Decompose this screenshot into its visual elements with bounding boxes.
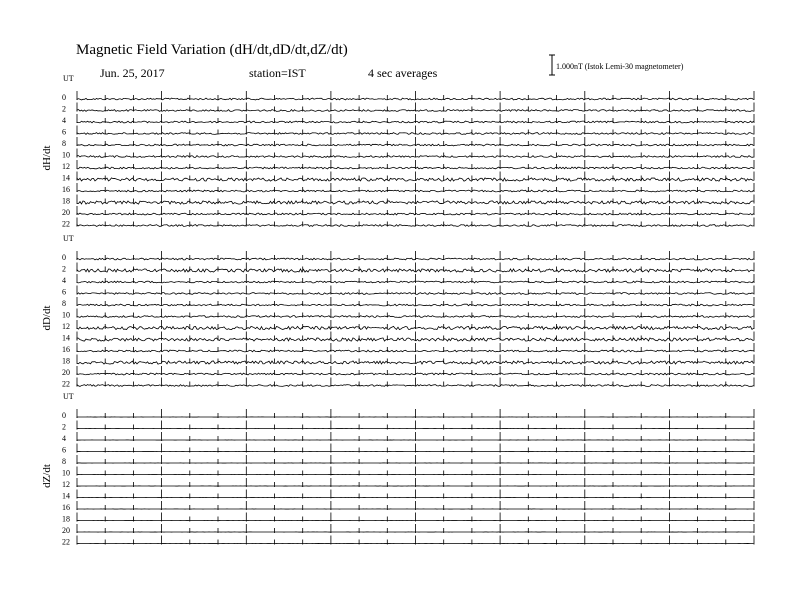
scale-bar [549, 55, 555, 75]
ut-row-label: 22 [62, 219, 70, 229]
averaging-label: 4 sec averages [368, 66, 438, 80]
ut-axis-label: UT [63, 392, 74, 401]
ut-row-label: 10 [62, 310, 70, 320]
ut-row-label: 18 [62, 514, 70, 524]
ut-row-label: 12 [62, 480, 70, 489]
ut-row-label: 20 [62, 208, 70, 217]
ut-row-label: 2 [62, 422, 66, 432]
ut-row-label: 22 [62, 379, 70, 389]
ut-row-label: 10 [62, 468, 70, 478]
ut-row-label: 22 [62, 537, 70, 547]
panels [41, 74, 754, 547]
ut-row-label: 14 [62, 173, 70, 183]
ut-axis-label: UT [63, 234, 74, 243]
ut-row-label: 0 [62, 411, 66, 420]
ut-axis-label: UT [63, 74, 74, 83]
ut-row-label: 18 [62, 196, 70, 206]
figure-title: Magnetic Field Variation (dH/dt,dD/dt,dZ/dt) [76, 42, 348, 58]
panel-ylabel: dD/dt [41, 305, 53, 331]
ut-row-label: 16 [62, 503, 70, 512]
ut-row-label: 4 [62, 434, 66, 443]
ut-row-label: 12 [62, 162, 70, 171]
ut-row-label: 4 [62, 276, 66, 285]
ut-row-label: 20 [62, 368, 70, 377]
panel-ylabel: dH/dt [41, 145, 53, 171]
ut-row-label: 0 [62, 253, 66, 262]
ut-row-label: 16 [62, 185, 70, 194]
panel-dD-dt [41, 234, 754, 389]
panel-ylabel: dZ/dt [41, 464, 53, 488]
ut-row-label: 0 [62, 93, 66, 102]
ut-row-label: 12 [62, 322, 70, 331]
panel-dH-dt [41, 74, 754, 229]
ut-row-label: 2 [62, 104, 66, 114]
ut-row-label: 6 [62, 127, 66, 137]
station-label: station=IST [249, 66, 306, 80]
ut-row-label: 6 [62, 445, 66, 455]
ut-row-label: 8 [62, 457, 66, 466]
date-label: Jun. 25, 2017 [100, 66, 165, 80]
panel-dZ-dt [41, 392, 754, 547]
ut-row-label: 18 [62, 356, 70, 366]
ut-row-label: 6 [62, 287, 66, 297]
scale-label: 1.000nT (Istok Lemi-30 magnetometer) [556, 62, 684, 71]
ut-row-label: 10 [62, 150, 70, 160]
ut-row-label: 14 [62, 333, 70, 343]
ut-row-label: 20 [62, 526, 70, 535]
ut-row-label: 8 [62, 139, 66, 148]
ut-row-label: 16 [62, 345, 70, 354]
ut-row-label: 14 [62, 491, 70, 501]
ut-row-label: 8 [62, 299, 66, 308]
row-ticks [77, 172, 754, 181]
ut-row-label: 4 [62, 116, 66, 125]
ut-row-label: 2 [62, 264, 66, 274]
